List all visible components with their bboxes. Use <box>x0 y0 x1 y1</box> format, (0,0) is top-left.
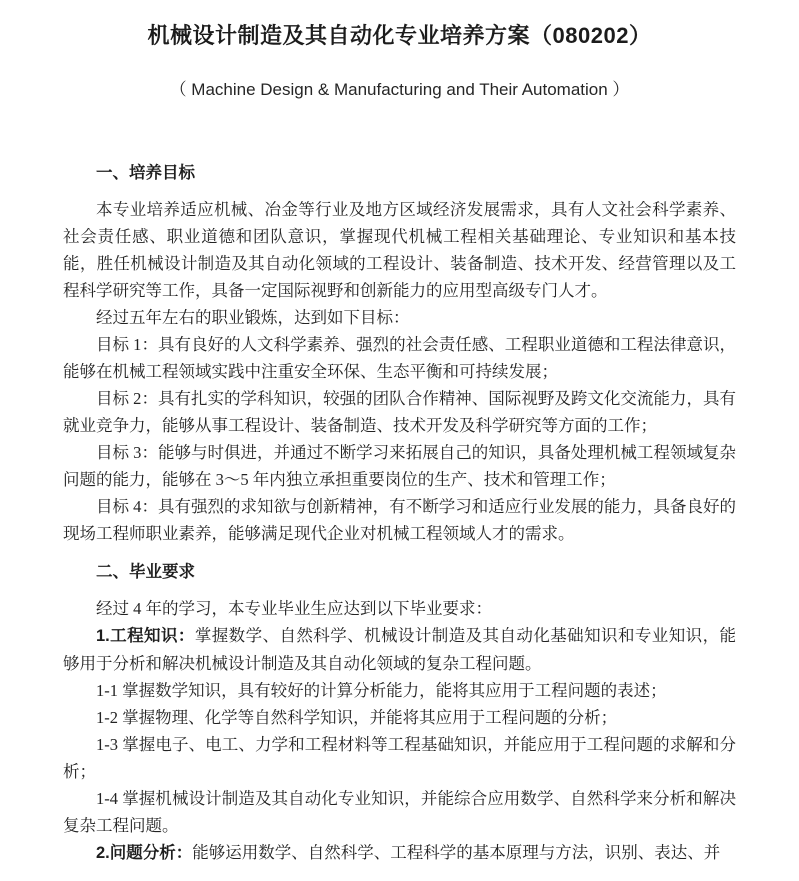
paragraph-req-1-2: 1-2 掌握物理、化学等自然科学知识，并能将其应用于工程问题的分析； <box>96 708 618 727</box>
paragraph-req-1-4: 1-4 掌握机械设计制造及其自动化专业知识，并能综合应用数学、自然科学来分析和解决复杂工程问题。 <box>63 789 736 835</box>
section-training-objectives <box>63 162 736 547</box>
paragraph-goal-4: 目标 4：具有强烈的求知欲与创新精神，有不断学习和适应行业发展的能力，具备良好的现场工程师职业素养，能够满足现代企业对机械工程领域人才的需求。 <box>63 497 736 543</box>
document-subtitle-english: （ Machine Design & Manufacturing and Their Automation ） <box>169 80 630 99</box>
paragraph-req-1-3: 1-3 掌握电子、电工、力学和工程材料等工程基础知识，并能应用于工程问题的求解和分析； <box>63 735 736 781</box>
section-heading-graduation-requirements: 二、毕业要求 <box>96 563 195 581</box>
requirement-1-text: 掌握数学、自然科学、机械设计制造及其自动化基础知识和专业知识，能够用于分析和解决机械设计制造及其自动化领域的复杂工程问题。 <box>63 626 736 673</box>
section-graduation-requirements <box>63 561 736 867</box>
section-heading-training-objectives: 一、培养目标 <box>96 164 195 182</box>
paragraph-career-goals-intro: 经过五年左右的职业锻炼，达到如下目标： <box>96 308 410 327</box>
paragraph-req-2-problem-analysis <box>63 839 736 867</box>
paragraph-requirements-intro: 经过 4 年的学习，本专业毕业生应达到以下毕业要求： <box>96 599 492 618</box>
paragraph-program-overview: 本专业培养适应机械、冶金等行业及地方区域经济发展需求，具有人文社会科学素养、社会责任感、职业道德和团队意识，掌握现代机械工程相关基础理论、专业知识和基本技能，胜任机械设计制造及其自动化领域的工程设计、装备制造、技术开发、经营管理以及工程科学研究等工作，具备一定国际视野和创新能力的应用型高级专门人才。 <box>63 200 736 300</box>
requirement-1-label: 1.工程知识： <box>96 627 195 645</box>
paragraph-req-1-1: 1-1 掌握数学知识，具有较好的计算分析能力，能将其应用于工程问题的表述； <box>96 681 667 700</box>
paragraph-goal-2: 目标 2：具有扎实的学科知识，较强的团队合作精神、国际视野及跨文化交流能力，具有就业竞争力，能够从事工程设计、装备制造、技术开发及科学研究等方面的工作； <box>63 389 736 435</box>
paragraph-goal-1: 目标 1：具有良好的人文科学素养、强烈的社会责任感、工程职业道德和工程法律意识，能够在机械工程领域实践中注重安全环保、生态平衡和可持续发展； <box>63 335 736 381</box>
requirement-2-label: 2.问题分析： <box>96 844 193 862</box>
document-title: 机械设计制造及其自动化专业培养方案（080202） <box>147 23 652 48</box>
paragraph-req-1-engineering-knowledge <box>63 622 736 677</box>
paragraph-goal-3: 目标 3：能够与时俱进，并通过不断学习来拓展自己的知识，具备处理机械工程领域复杂问题的能力，能够在 3～5 年内独立承担重要岗位的生产、技术和管理工作； <box>63 443 736 489</box>
requirement-2-text: 能够运用数学、自然科学、工程科学的基本原理与方法，识别、表达、并 <box>192 843 721 862</box>
